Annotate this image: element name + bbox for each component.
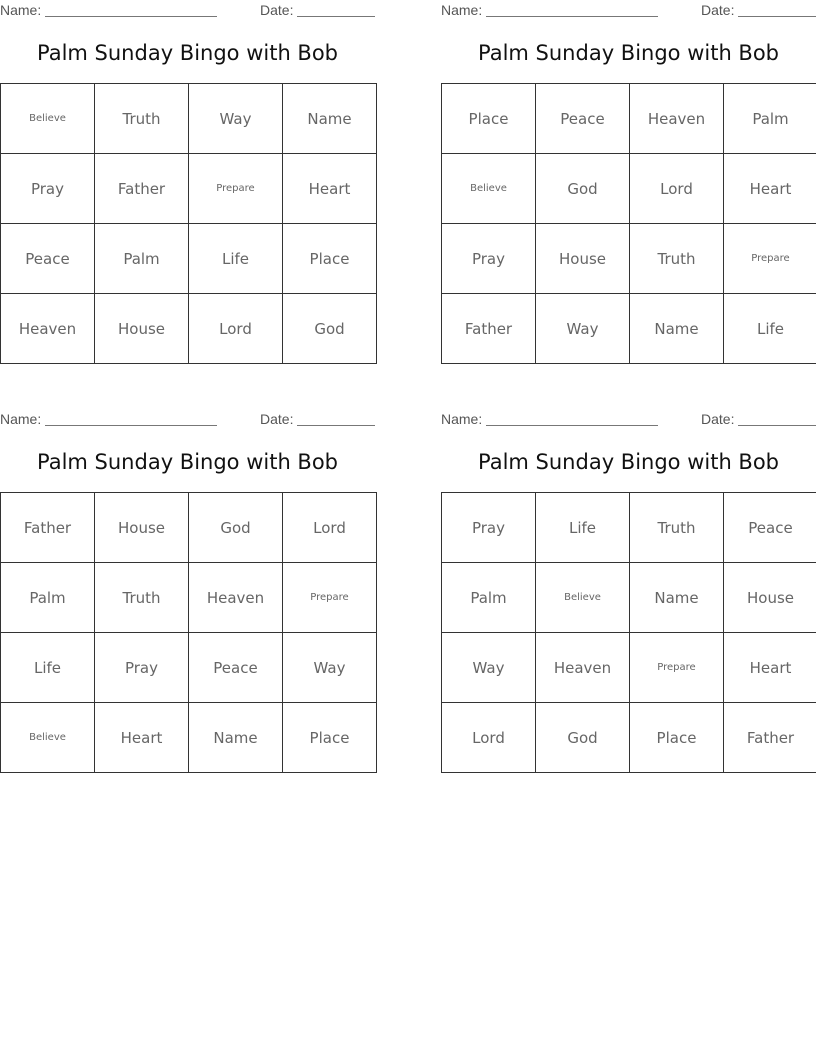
name-label: Name: bbox=[0, 411, 42, 427]
bingo-cell: Pray bbox=[1, 154, 95, 224]
name-field[interactable] bbox=[45, 16, 217, 17]
bingo-cell: Believe bbox=[442, 154, 536, 224]
bingo-cell: Place bbox=[442, 84, 536, 154]
bingo-cell: Father bbox=[442, 294, 536, 364]
bingo-cell: Peace bbox=[536, 84, 630, 154]
bingo-cell: Father bbox=[1, 493, 95, 563]
bingo-grid bbox=[0, 83, 377, 364]
bingo-cell: Believe bbox=[536, 563, 630, 633]
bingo-cell: Prepare bbox=[724, 224, 816, 294]
name-label: Name: bbox=[0, 2, 42, 18]
header-line bbox=[0, 0, 375, 20]
bingo-cell: Believe bbox=[1, 703, 95, 773]
bingo-cell: Life bbox=[724, 294, 816, 364]
date-field[interactable] bbox=[297, 16, 375, 17]
bingo-cell: Truth bbox=[630, 493, 724, 563]
bingo-cell: Place bbox=[283, 224, 377, 294]
bingo-cell: Heart bbox=[724, 154, 816, 224]
bingo-cell: God bbox=[189, 493, 283, 563]
name-label: Name: bbox=[441, 411, 483, 427]
bingo-cell: Heaven bbox=[1, 294, 95, 364]
bingo-cell: Heart bbox=[724, 633, 816, 703]
bingo-cell: Name bbox=[283, 84, 377, 154]
bingo-cell: Lord bbox=[283, 493, 377, 563]
date-label: Date: bbox=[260, 411, 294, 427]
date-label: Date: bbox=[701, 2, 735, 18]
bingo-cell: Heart bbox=[95, 703, 189, 773]
bingo-grid bbox=[0, 492, 377, 773]
bingo-cell: Father bbox=[724, 703, 816, 773]
bingo-cell: Way bbox=[189, 84, 283, 154]
bingo-cell: Prepare bbox=[630, 633, 724, 703]
bingo-cell: Pray bbox=[442, 493, 536, 563]
bingo-cell: Palm bbox=[724, 84, 816, 154]
bingo-cell: Heart bbox=[283, 154, 377, 224]
bingo-cell: House bbox=[95, 493, 189, 563]
bingo-cell: God bbox=[536, 154, 630, 224]
bingo-cell: Way bbox=[442, 633, 536, 703]
name-label: Name: bbox=[441, 2, 483, 18]
bingo-cell: God bbox=[283, 294, 377, 364]
name-field[interactable] bbox=[486, 425, 658, 426]
bingo-cell: Truth bbox=[630, 224, 724, 294]
bingo-cell: Heaven bbox=[630, 84, 724, 154]
bingo-cell: Peace bbox=[1, 224, 95, 294]
bingo-cell: Believe bbox=[1, 84, 95, 154]
bingo-cell: Palm bbox=[1, 563, 95, 633]
name-field[interactable] bbox=[45, 425, 217, 426]
card-title: Palm Sunday Bingo with Bob bbox=[477, 41, 780, 65]
bingo-cell: Pray bbox=[95, 633, 189, 703]
bingo-cell: Prepare bbox=[189, 154, 283, 224]
bingo-cell: Palm bbox=[442, 563, 536, 633]
bingo-cell: Prepare bbox=[283, 563, 377, 633]
bingo-cell: Place bbox=[630, 703, 724, 773]
date-label: Date: bbox=[260, 2, 294, 18]
bingo-cell: Father bbox=[95, 154, 189, 224]
date-field[interactable] bbox=[297, 425, 375, 426]
bingo-cell: Life bbox=[536, 493, 630, 563]
bingo-cell: House bbox=[95, 294, 189, 364]
bingo-cell: Way bbox=[536, 294, 630, 364]
date-field[interactable] bbox=[738, 16, 816, 17]
bingo-cell: Lord bbox=[630, 154, 724, 224]
bingo-cell: Lord bbox=[442, 703, 536, 773]
bingo-cell: Pray bbox=[442, 224, 536, 294]
bingo-cell: Heaven bbox=[189, 563, 283, 633]
bingo-cell: Name bbox=[630, 563, 724, 633]
bingo-cell: Place bbox=[283, 703, 377, 773]
bingo-cell: Peace bbox=[189, 633, 283, 703]
name-field[interactable] bbox=[486, 16, 658, 17]
bingo-cell: Truth bbox=[95, 563, 189, 633]
bingo-cell: Way bbox=[283, 633, 377, 703]
bingo-cell: Heaven bbox=[536, 633, 630, 703]
bingo-cell: House bbox=[724, 563, 816, 633]
bingo-cell: Palm bbox=[95, 224, 189, 294]
date-label: Date: bbox=[701, 411, 735, 427]
header-line bbox=[0, 409, 375, 429]
card-title: Palm Sunday Bingo with Bob bbox=[477, 450, 780, 474]
bingo-cell: Truth bbox=[95, 84, 189, 154]
bingo-grid bbox=[441, 83, 816, 364]
bingo-cell: House bbox=[536, 224, 630, 294]
bingo-cell: Life bbox=[189, 224, 283, 294]
header-line bbox=[441, 409, 816, 429]
bingo-cell: God bbox=[536, 703, 630, 773]
bingo-cell: Name bbox=[630, 294, 724, 364]
date-field[interactable] bbox=[738, 425, 816, 426]
card-title: Palm Sunday Bingo with Bob bbox=[36, 450, 339, 474]
bingo-grid bbox=[441, 492, 816, 773]
bingo-cell: Name bbox=[189, 703, 283, 773]
bingo-cell: Peace bbox=[724, 493, 816, 563]
header-line bbox=[441, 0, 816, 20]
bingo-cell: Life bbox=[1, 633, 95, 703]
bingo-cell: Lord bbox=[189, 294, 283, 364]
card-title: Palm Sunday Bingo with Bob bbox=[36, 41, 339, 65]
